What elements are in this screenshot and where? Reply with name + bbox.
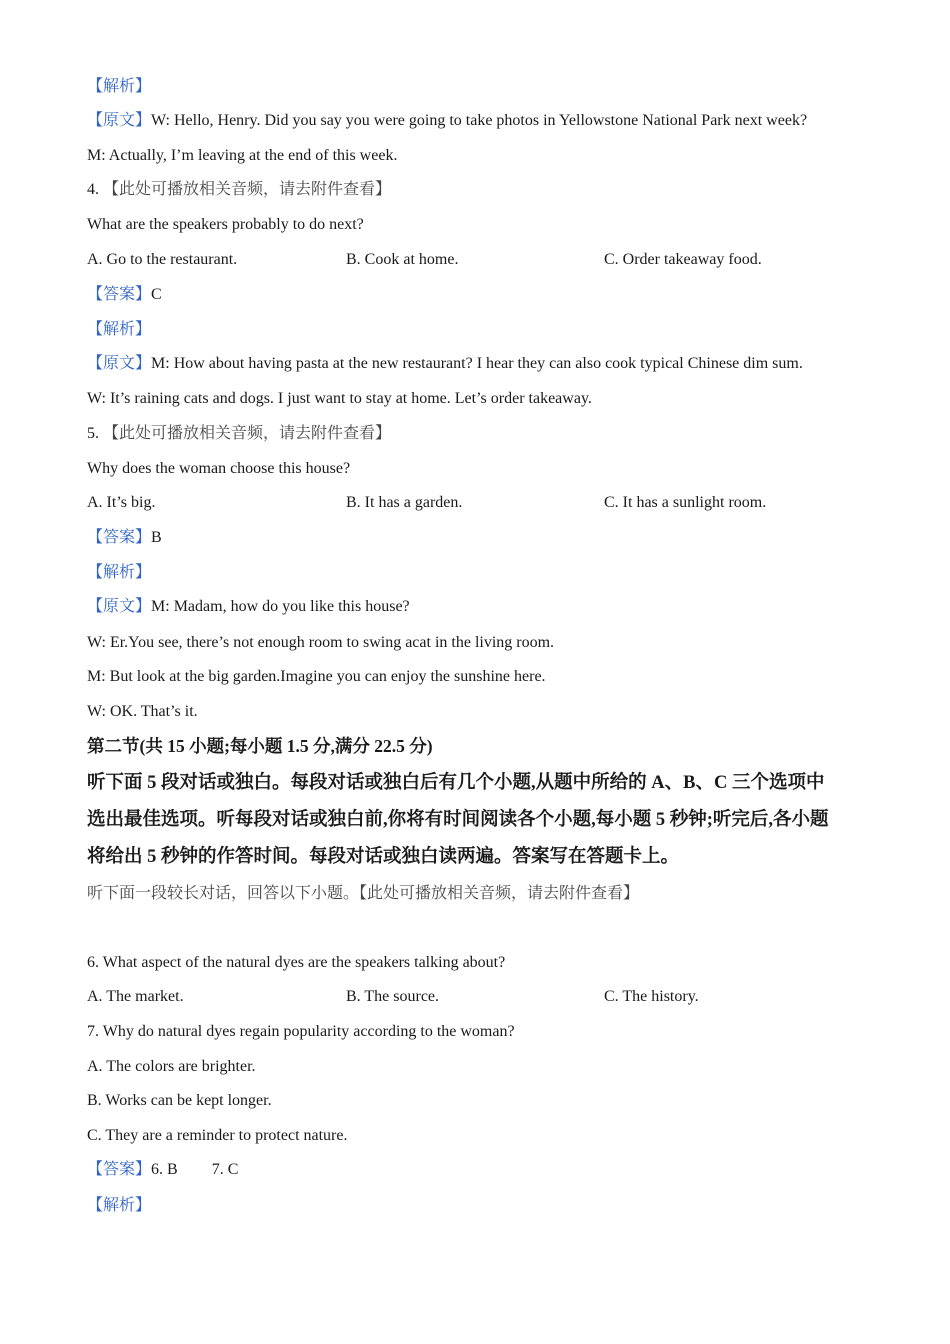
audio-placeholder: 【此处可播放相关音频，请去附件查看】 [359,885,640,902]
option-c: C. The history. [604,988,699,1005]
option-a: A. The colors are brighter. [87,1058,256,1075]
transcript-line: 【原文】M: Madam, how do you like this house? [87,598,410,615]
transcript-line: M: But look at the big garden.Imagine you can enjoy the sunshine here. [87,668,546,685]
answer-tag: 【答案】 [87,529,152,546]
transcript-line: 【原文】W: Hello, Henry. Did you say you were going to take photos in Yellowstone National Park next week? [87,112,808,129]
option-b: B. The source. [346,988,440,1005]
section-instructions: 将给出 5 秒钟的作答时间。每段对话或独白读两遍。答案写在答题卡上。 [87,847,680,867]
original-tag: 【原文】 [87,598,152,615]
option-a: A. Go to the restaurant. [87,251,238,268]
section-instructions: 听下面 5 段对话或独白。每段对话或独白后有几个小题,从题中所给的 A、B、C 三个选项中 [87,773,825,793]
original-tag: 【原文】 [87,355,152,372]
option-c: C. They are a reminder to protect nature. [87,1127,348,1144]
transcript-line: W: Er.You see, there’s not enough room to swing acat in the living room. [87,634,555,651]
question-6-text: 6. What aspect of the natural dyes are the speakers talking about? [87,954,506,971]
analysis-tag: 【解析】 [87,321,152,338]
answer-tag: 【答案】 [87,1161,152,1178]
audio-placeholder: 【此处可播放相关音频，请去附件查看】 [103,181,392,198]
audio-placeholder: 【此处可播放相关音频，请去附件查看】 [103,425,392,442]
transcript-line: M: Actually, I’m leaving at the end of this week. [87,147,398,164]
transcript-line: 【原文】M: How about having pasta at the new restaurant? I hear they can also cook typical Chinese dim sum. [87,355,803,372]
option-c: C. Order takeaway food. [604,251,762,268]
question-4-audio: 4. 【此处可播放相关音频，请去附件查看】 [87,181,392,198]
analysis-tag: 【解析】 [87,1197,152,1214]
question-7-text: 7. Why do natural dyes regain popularity according to the woman? [87,1023,515,1040]
section-title: 第二节(共 15 小题;每小题 1.5 分,满分 22.5 分) [87,736,433,756]
transcript-line: W: OK. That’s it. [87,703,198,720]
option-b: B. Cook at home. [346,251,459,268]
analysis-tag: 【解析】 [87,564,152,581]
question-4-text: What are the speakers probably to do next? [87,216,364,233]
answer-line: 【答案】6. B 7. C [87,1161,239,1178]
option-b: B. It has a garden. [346,494,463,511]
listen-prompt: 听下面一段较长对话，回答以下小题。【此处可播放相关音频，请去附件查看】 [87,885,640,902]
analysis-tag: 【解析】 [87,78,152,95]
answer-tag: 【答案】 [87,286,152,303]
question-5-audio: 5. 【此处可播放相关音频，请去附件查看】 [87,425,392,442]
transcript-line: W: It’s raining cats and dogs. I just want to stay at home. Let’s order takeaway. [87,390,592,407]
option-c: C. It has a sunlight room. [604,494,767,511]
answer-line: 【答案】C [87,286,162,303]
option-b: B. Works can be kept longer. [87,1092,272,1109]
option-a: A. The market. [87,988,184,1005]
original-tag: 【原文】 [87,112,152,129]
answer-line: 【答案】B [87,529,162,546]
section-instructions: 选出最佳选项。听每段对话或独白前,你将有时间阅读各个小题,每小题 5 秒钟;听完后,各小题 [87,810,829,830]
question-5-text: Why does the woman choose this house? [87,460,351,477]
option-a: A. It’s big. [87,494,156,511]
